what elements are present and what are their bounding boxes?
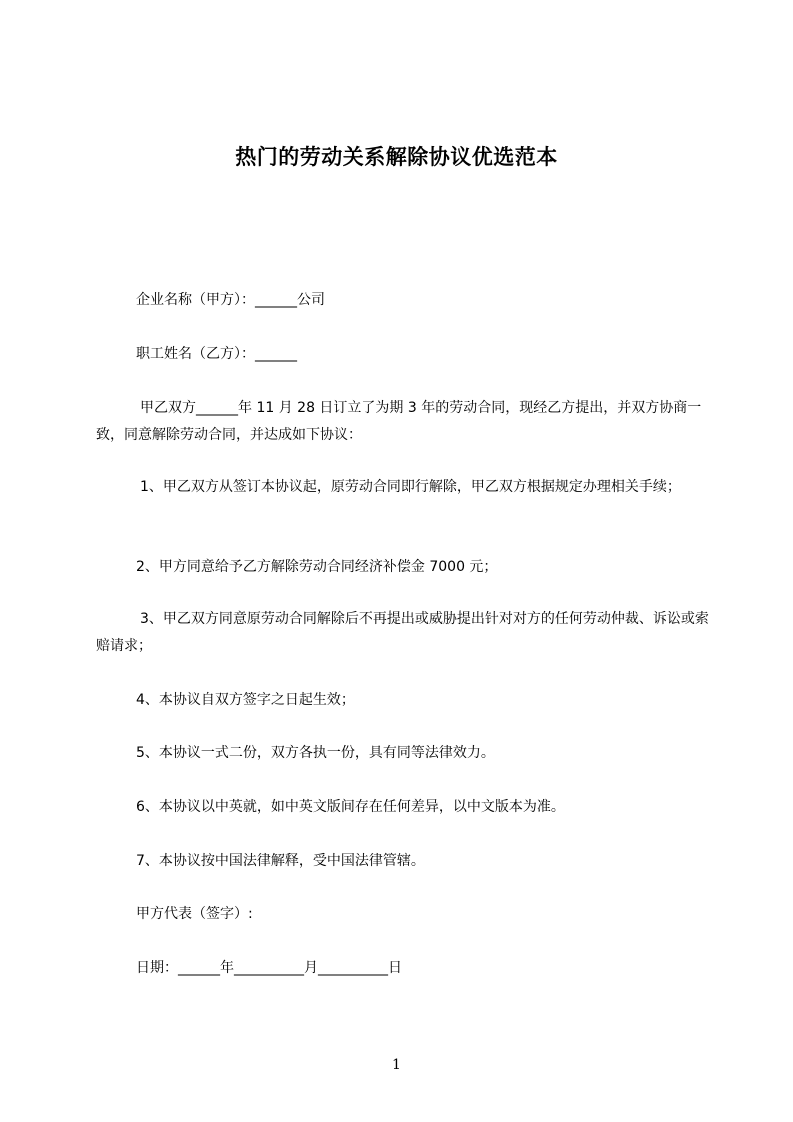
clause-3: 3、甲乙双方同意原劳动合同解除后不再提出或威胁提出针对对方的任何劳动仲裁、诉讼或索赔请求；: [96, 611, 709, 654]
employee-name-line: 职工姓名（乙方）：______: [136, 346, 297, 362]
page-number: 1: [392, 1057, 401, 1073]
clause-5: 5、本协议一式二份，双方各执一份，具有同等法律效力。: [136, 745, 495, 761]
clause-6: 6、本协议以中英就，如中英文版间存在任何差异，以中文版本为准。: [136, 799, 565, 815]
document-title: 热门的劳动关系解除协议优选范本: [235, 145, 558, 169]
clause-7: 7、本协议按中国法律解释，受中国法律管辖。: [136, 853, 425, 869]
clause-2: 2、甲方同意给予乙方解除劳动合同经济补偿金 7000 元；: [136, 559, 498, 575]
intro-paragraph: 甲乙双方______年 11 月 28 日订立了为期 3 年的劳动合同，现经乙方提出，并双方协商一致，同意解除劳动合同，并达成如下协议：: [96, 400, 702, 443]
company-name-line: 企业名称（甲方）：______公司: [136, 292, 325, 308]
clause-4: 4、本协议自双方签字之日起生效；: [136, 692, 355, 708]
party-a-signature-line: 甲方代表（签字）:: [136, 906, 253, 922]
clause-1: 1、甲乙双方从签订本协议起，原劳动合同即行解除，甲乙双方根据规定办理相关手续；: [140, 479, 681, 495]
date-line: 日期：______年__________月__________日: [136, 960, 402, 976]
